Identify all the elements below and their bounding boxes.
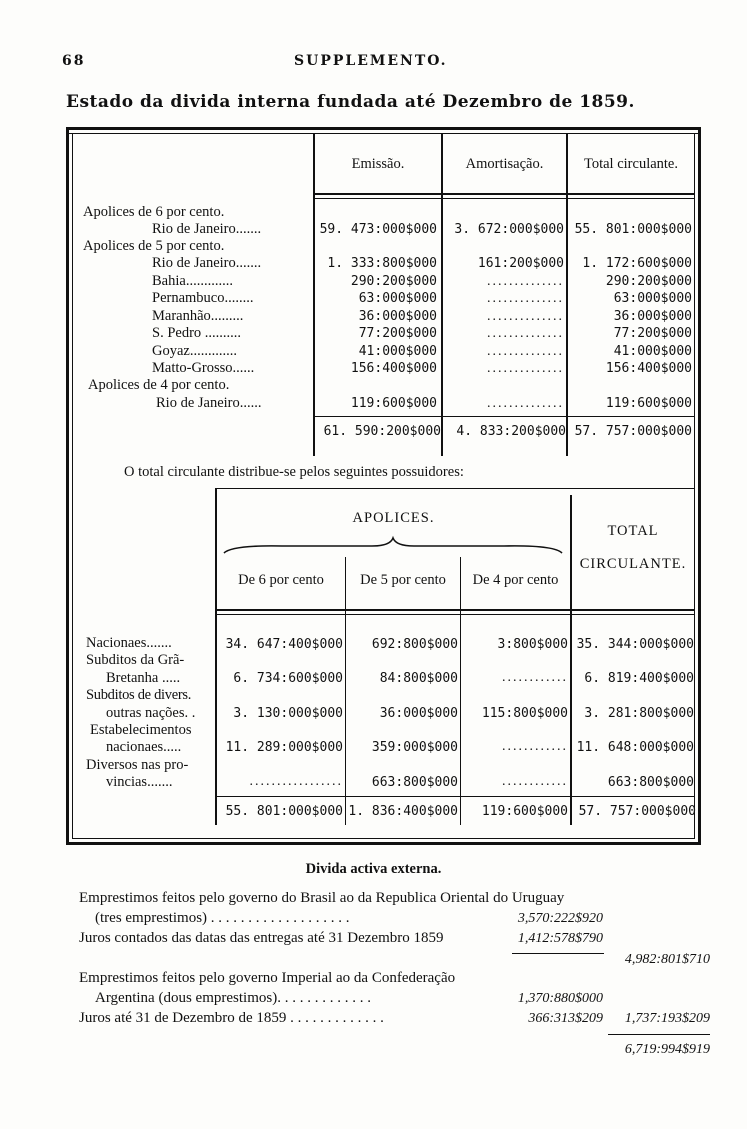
total-emissao: 61. 590:200$000 bbox=[323, 424, 441, 439]
cell-6pc: 6. 734:600$000 bbox=[233, 671, 343, 686]
cell-4pc: ............ bbox=[502, 670, 568, 685]
cell-amortisacao: .............. bbox=[487, 326, 564, 341]
row-label: outras nações. . bbox=[106, 705, 196, 721]
total-4pc: 119:600$000 bbox=[481, 804, 568, 819]
brace-decoration bbox=[222, 535, 564, 559]
cell-6pc: 3. 130:000$000 bbox=[233, 706, 343, 721]
text-line: Emprestimos feitos pelo governo do Brasil ao da Republica Oriental do Uruguay bbox=[79, 890, 565, 906]
cell-total: 663:800$000 bbox=[607, 775, 694, 790]
page-title: Estado da divida interna fundada até Dezembro de 1859. bbox=[66, 92, 635, 112]
cell-total: 156:400$000 bbox=[605, 361, 692, 376]
cell-amortisacao: 3. 672:000$000 bbox=[454, 222, 564, 237]
cell-amortisacao: .............. bbox=[487, 309, 564, 324]
cell-total: 1. 172:600$000 bbox=[582, 256, 692, 271]
cell-total: 3. 281:800$000 bbox=[584, 706, 694, 721]
cell-total: 41:000$000 bbox=[613, 344, 692, 359]
row-label: Bretanha ..... bbox=[106, 670, 181, 686]
cell-amortisacao: .............. bbox=[487, 291, 564, 306]
running-head: SUPPLEMENTO. bbox=[294, 53, 448, 69]
row-label: Pernambuco........ bbox=[152, 290, 254, 306]
cell-4pc: 115:800$000 bbox=[481, 706, 568, 721]
total-circulante: 57. 757:000$000 bbox=[574, 424, 692, 439]
row-label: Rio de Janeiro....... bbox=[152, 255, 262, 271]
row-label: nacionaes..... bbox=[106, 739, 182, 755]
cell-amortisacao: .............. bbox=[487, 344, 564, 359]
subtotal: 4,982:801$710 bbox=[624, 952, 710, 967]
grand-total: 6,719:994$919 bbox=[624, 1042, 710, 1057]
group-header-apolices: APOLICES. bbox=[352, 510, 435, 526]
cell-total: 11. 648:000$000 bbox=[576, 740, 694, 755]
row-label: Subditos da Grã- bbox=[86, 652, 185, 668]
total-amortisacao: 4. 833:200$000 bbox=[456, 424, 566, 439]
row-label: S. Pedro .......... bbox=[152, 325, 242, 341]
text-line: Juros contados das datas das entregas até 31 Dezembro 1859 bbox=[79, 930, 444, 946]
col-header-6pc: De 6 por cento bbox=[238, 572, 324, 588]
cell-total: 35. 344:000$000 bbox=[576, 637, 694, 652]
cell-4pc: ............ bbox=[502, 739, 568, 754]
cell-total: 77:200$000 bbox=[613, 326, 692, 341]
row-label: Bahia............. bbox=[152, 273, 233, 289]
cell-emissao: 36:000$000 bbox=[358, 309, 437, 324]
total-5pc: 1. 836:400$000 bbox=[348, 804, 458, 819]
cell-5pc: 84:800$000 bbox=[379, 671, 458, 686]
total-6pc: 55. 801:000$000 bbox=[225, 804, 343, 819]
cell-5pc: 663:800$000 bbox=[371, 775, 458, 790]
section-title: Divida activa externa. bbox=[305, 861, 442, 877]
amount: 1,370:880$000 bbox=[517, 991, 603, 1006]
row-label: Estabelecimentos bbox=[90, 722, 192, 738]
cell-emissao: 156:400$000 bbox=[350, 361, 437, 376]
cell-total: 55. 801:000$000 bbox=[574, 222, 692, 237]
row-label: Diversos nas pro- bbox=[86, 757, 189, 773]
row-label: Rio de Janeiro....... bbox=[152, 221, 262, 237]
cell-6pc: 34. 647:400$000 bbox=[225, 637, 343, 652]
col-header-emissao: Emissão. bbox=[351, 156, 405, 172]
cell-4pc: ............ bbox=[502, 774, 568, 789]
cell-total: 290:200$000 bbox=[605, 274, 692, 289]
cell-5pc: 36:000$000 bbox=[379, 706, 458, 721]
cell-amortisacao: .............. bbox=[487, 361, 564, 376]
cell-emissao: 119:600$000 bbox=[350, 396, 437, 411]
cell-emissao: 290:200$000 bbox=[350, 274, 437, 289]
amount: 1,412:578$790 bbox=[517, 931, 603, 946]
row-label: vincias....... bbox=[106, 774, 173, 790]
cell-amortisacao: 161:200$000 bbox=[477, 256, 564, 271]
total-circulante: 57. 757:000$000 bbox=[578, 804, 696, 819]
col-header-total: Total circulante. bbox=[584, 156, 678, 172]
col-header-amortisacao: Amortisação. bbox=[465, 156, 544, 172]
cell-5pc: 359:000$000 bbox=[371, 740, 458, 755]
text-line: Juros até 31 de Dezembro de 1859 . . . . . . . . . . . . . bbox=[79, 1010, 384, 1026]
total-header-1: TOTAL bbox=[607, 523, 659, 539]
cell-total: 119:600$000 bbox=[605, 396, 692, 411]
text-line: Emprestimos feitos pelo governo Imperial ao da Confederação bbox=[79, 970, 456, 986]
cell-6pc: ................. bbox=[249, 774, 343, 789]
cell-total: 6. 819:400$000 bbox=[584, 671, 694, 686]
subtotal: 1,737:193$209 bbox=[624, 1011, 710, 1026]
cell-amortisacao: .............. bbox=[487, 274, 564, 289]
distribution-intro: O total circulante distribue-se pelos seguintes possuidores: bbox=[124, 464, 464, 480]
cell-emissao: 63:000$000 bbox=[358, 291, 437, 306]
text-line: (tres emprestimos) . . . . . . . . . . . . . . . . . . . bbox=[95, 910, 350, 926]
row-label: Apolices de 6 por cento. bbox=[83, 204, 225, 220]
row-label: Goyaz............. bbox=[152, 343, 237, 359]
cell-total: 63:000$000 bbox=[613, 291, 692, 306]
row-label: Subditos de divers. bbox=[86, 687, 192, 703]
row-label: Matto-Grosso...... bbox=[152, 360, 255, 376]
cell-5pc: 692:800$000 bbox=[371, 637, 458, 652]
row-label: Rio de Janeiro...... bbox=[156, 395, 262, 411]
page-number: 68 bbox=[62, 53, 86, 69]
row-label: Apolices de 5 por cento. bbox=[83, 238, 225, 254]
text-line: Argentina (dous emprestimos). . . . . . . . . . . . . bbox=[95, 990, 371, 1006]
cell-4pc: 3:800$000 bbox=[497, 637, 568, 652]
row-label: Apolices de 4 por cento. bbox=[88, 377, 230, 393]
cell-emissao: 1. 333:800$000 bbox=[327, 256, 437, 271]
cell-emissao: 77:200$000 bbox=[358, 326, 437, 341]
col-header-4pc: De 4 por cento bbox=[472, 572, 559, 588]
total-header-2: CIRCULANTE. bbox=[579, 556, 687, 572]
cell-6pc: 11. 289:000$000 bbox=[225, 740, 343, 755]
row-label: Maranhão......... bbox=[152, 308, 244, 324]
cell-emissao: 41:000$000 bbox=[358, 344, 437, 359]
row-label: Nacionaes....... bbox=[86, 635, 172, 651]
cell-amortisacao: .............. bbox=[487, 396, 564, 411]
amount: 3,570:222$920 bbox=[517, 911, 603, 926]
cell-emissao: 59. 473:000$000 bbox=[319, 222, 437, 237]
amount: 366:313$209 bbox=[528, 1011, 603, 1026]
col-header-5pc: De 5 por cento bbox=[360, 572, 446, 588]
cell-total: 36:000$000 bbox=[613, 309, 692, 324]
